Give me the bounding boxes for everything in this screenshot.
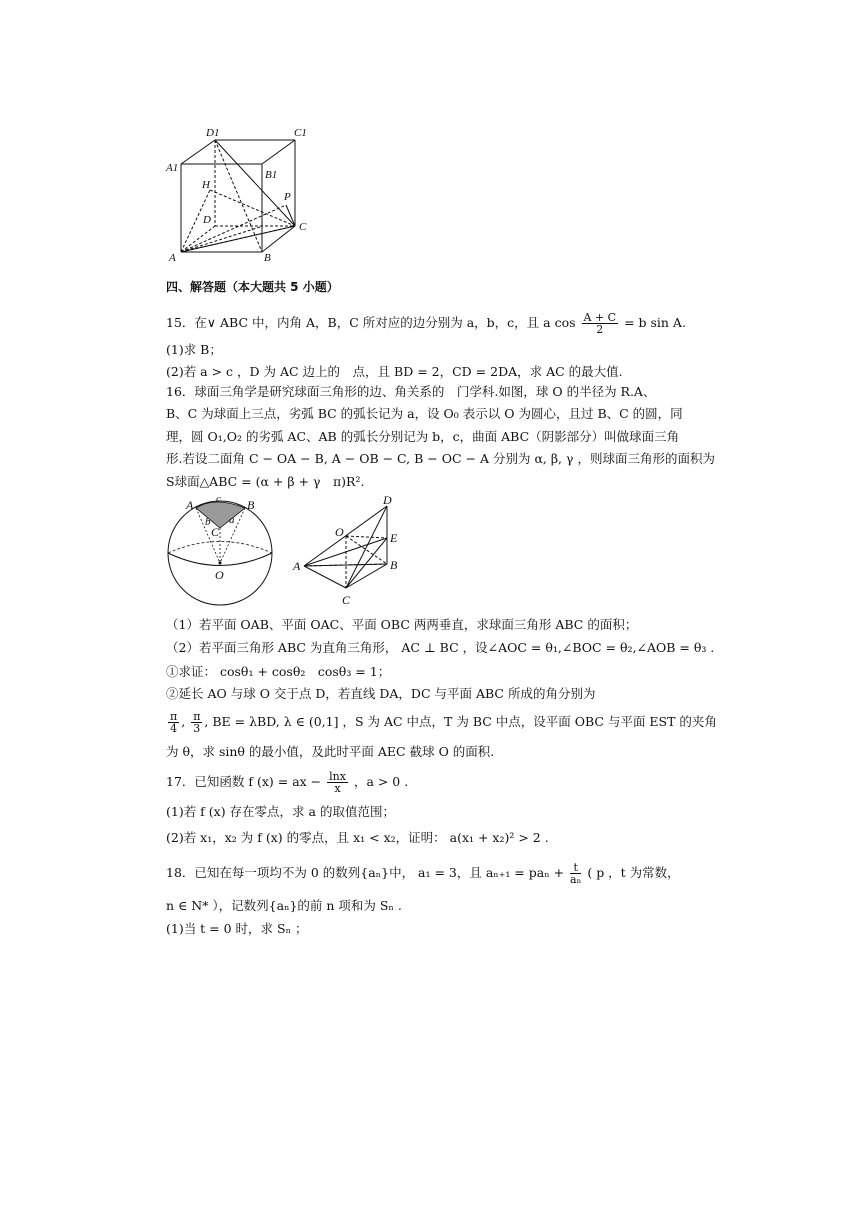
q16-part1: （1）若平面 OAB、平面 OAC、平面 OBC 两两垂直，求球面三角形 ABC 的面积； — [166, 617, 638, 632]
label-D: D — [203, 214, 211, 226]
q15-fraction — [582, 312, 619, 335]
sphere-label-B: B — [247, 498, 255, 512]
sphere-label-a: a — [229, 514, 235, 526]
label-C: C — [299, 221, 307, 233]
tetra-label-C: C — [342, 593, 351, 607]
q16-sub2-line2: $\frac{\pi}{4}$ , $\frac{\pi}{3}$ , BE = λBD, λ ∈ (0,1] ，S 为 AC 中点，T 为 BC 中点，设平面 OBC 与平面 EST 的夹角 — [170, 710, 717, 735]
sphere-label-C: C — [211, 525, 220, 539]
q17-frac-num: lnx — [329, 770, 346, 783]
label-H: H — [202, 179, 210, 191]
tetra-label-D: D — [383, 494, 392, 507]
q16-sub2-line3: 为 θ，求 sinθ 的最小值，及此时平面 AEC 截球 O 的面积. — [166, 744, 495, 759]
q17-part1: (1)若 f (x) 存在零点，求 a 的取值范围； — [166, 804, 395, 819]
tetra-label-B: B — [390, 558, 398, 572]
q16-frac1-num: π — [170, 710, 178, 723]
tetrahedron-diagram — [290, 494, 410, 610]
label-P: P — [284, 191, 291, 203]
q15-frac-den: 2 — [596, 323, 604, 336]
q17-part2: (2)若 x₁，x₂ 为 f (x) 的零点，且 x₁ < x₂，证明： a(x₁ + x₂)² > 2 . — [166, 830, 549, 845]
q17-fraction — [327, 771, 348, 794]
q17-stem — [166, 771, 408, 794]
sphere-diagram — [163, 494, 285, 610]
q17-stem-a: 17．已知函数 f (x) = ax − — [166, 774, 322, 789]
q16-frac-pi4 — [168, 711, 179, 734]
tetra-label-O: O — [335, 525, 344, 539]
tetrahedron-figure — [290, 494, 410, 610]
q18-stem-a: 18．已知在每一项均不为 0 的数列{aₙ}中， a₁ = 3，且 aₙ₊₁ = paₙ + — [166, 865, 565, 880]
q18-line2: n ∈ N* ），记数列{aₙ}的前 n 项和为 Sₙ . — [166, 898, 402, 913]
q18-stem — [166, 862, 680, 885]
q16-part2: （2）若平面三角形 ABC 为直角三角形， AC ⊥ BC ，设∠AOC = θ₁,∠BOC = θ₂,∠AOB = θ₃ . — [166, 640, 715, 655]
tetra-label-E: E — [390, 531, 398, 545]
q18-frac-den: aₙ — [570, 873, 582, 886]
q17-frac-den: x — [334, 782, 341, 795]
sphere-label-b: b — [205, 516, 211, 528]
label-A: A — [169, 252, 176, 264]
sphere-label-c: c — [216, 494, 221, 505]
q16-sub2-line2-text: , BE = λBD, λ ∈ (0,1] ，S 为 AC 中点，T 为 BC 中点，设平面 OBC 与平面 EST 的夹角 — [204, 714, 717, 729]
label-C1: C1 — [294, 127, 307, 139]
cube-diagram — [160, 122, 320, 264]
q18-part1: (1)当 t = 0 时，求 Sₙ ； — [166, 921, 308, 936]
q16-line2: B、C 为球面上三点，劣弧 BC 的弧长记为 a，设 O₀ 表示以 O 为圆心，且过 B、C 的圆，同 — [166, 406, 683, 421]
q16-line5: S球面△ABC = (α + β + γ π)R². — [166, 474, 365, 489]
tetra-label-A: A — [293, 559, 301, 573]
q15-stem-b: = b sin A. — [624, 315, 686, 330]
q16-line3: 理，圆 O₁,O₂ 的劣弧 AC、AB 的弧长分别记为 b，c，曲面 ABC（阴影部分）叫做球面三角 — [166, 429, 680, 444]
section-heading: 四、解答题（本大题共 5 小题） — [166, 280, 339, 294]
q16-frac-pi3 — [191, 711, 202, 734]
sphere-label-O: O — [215, 568, 224, 582]
q18-frac-num: t — [570, 862, 581, 874]
q15-part2: (2)若 a > c ，D 为 AC 边上的 点，且 BD = 2，CD = 2DA，求 AC 的最大值. — [166, 364, 623, 379]
sphere-figure — [163, 494, 285, 610]
q16-line4: 形.若设二面角 C − OA − B, A − OB − C, B − OC − A 分别为 α, β, γ ，则球面三角形的面积为 — [166, 451, 715, 466]
label-B: B — [264, 252, 271, 264]
q16-frac1-den: 4 — [170, 722, 178, 735]
q15-part1: (1)求 B； — [166, 342, 222, 357]
q15-stem-a: 15．在∨ ABC 中，内角 A，B，C 所对应的边分别为 a，b，c，且 a cos — [166, 315, 576, 330]
q16-frac2-den: 3 — [193, 722, 201, 735]
q18-fraction — [570, 862, 581, 885]
q15-frac-num: A + C — [583, 311, 617, 324]
label-A1: A1 — [166, 162, 179, 174]
q15-stem — [166, 312, 686, 335]
cube-figure — [160, 122, 320, 264]
q16-sub2: ②延长 AO 与球 O 交于点 D，若直线 DA，DC 与平面 ABC 所成的角分别为 — [166, 686, 596, 701]
q16-line1: 16．球面三角学是研究球面三角形的边、角关系的 门学科.如图，球 O 的半径为 R.A、 — [166, 384, 656, 399]
sphere-label-A: A — [186, 498, 194, 512]
q16-sub1: ①求证： cosθ₁ + cosθ₂ cosθ₃ = 1； — [166, 664, 391, 679]
label-D1: D1 — [206, 127, 220, 139]
q16-frac2-num: π — [193, 710, 201, 723]
label-B1: B1 — [265, 169, 278, 181]
q18-stem-b: ( p ，t 为常数， — [587, 865, 680, 880]
q17-stem-b: ，a > 0 . — [353, 774, 409, 789]
